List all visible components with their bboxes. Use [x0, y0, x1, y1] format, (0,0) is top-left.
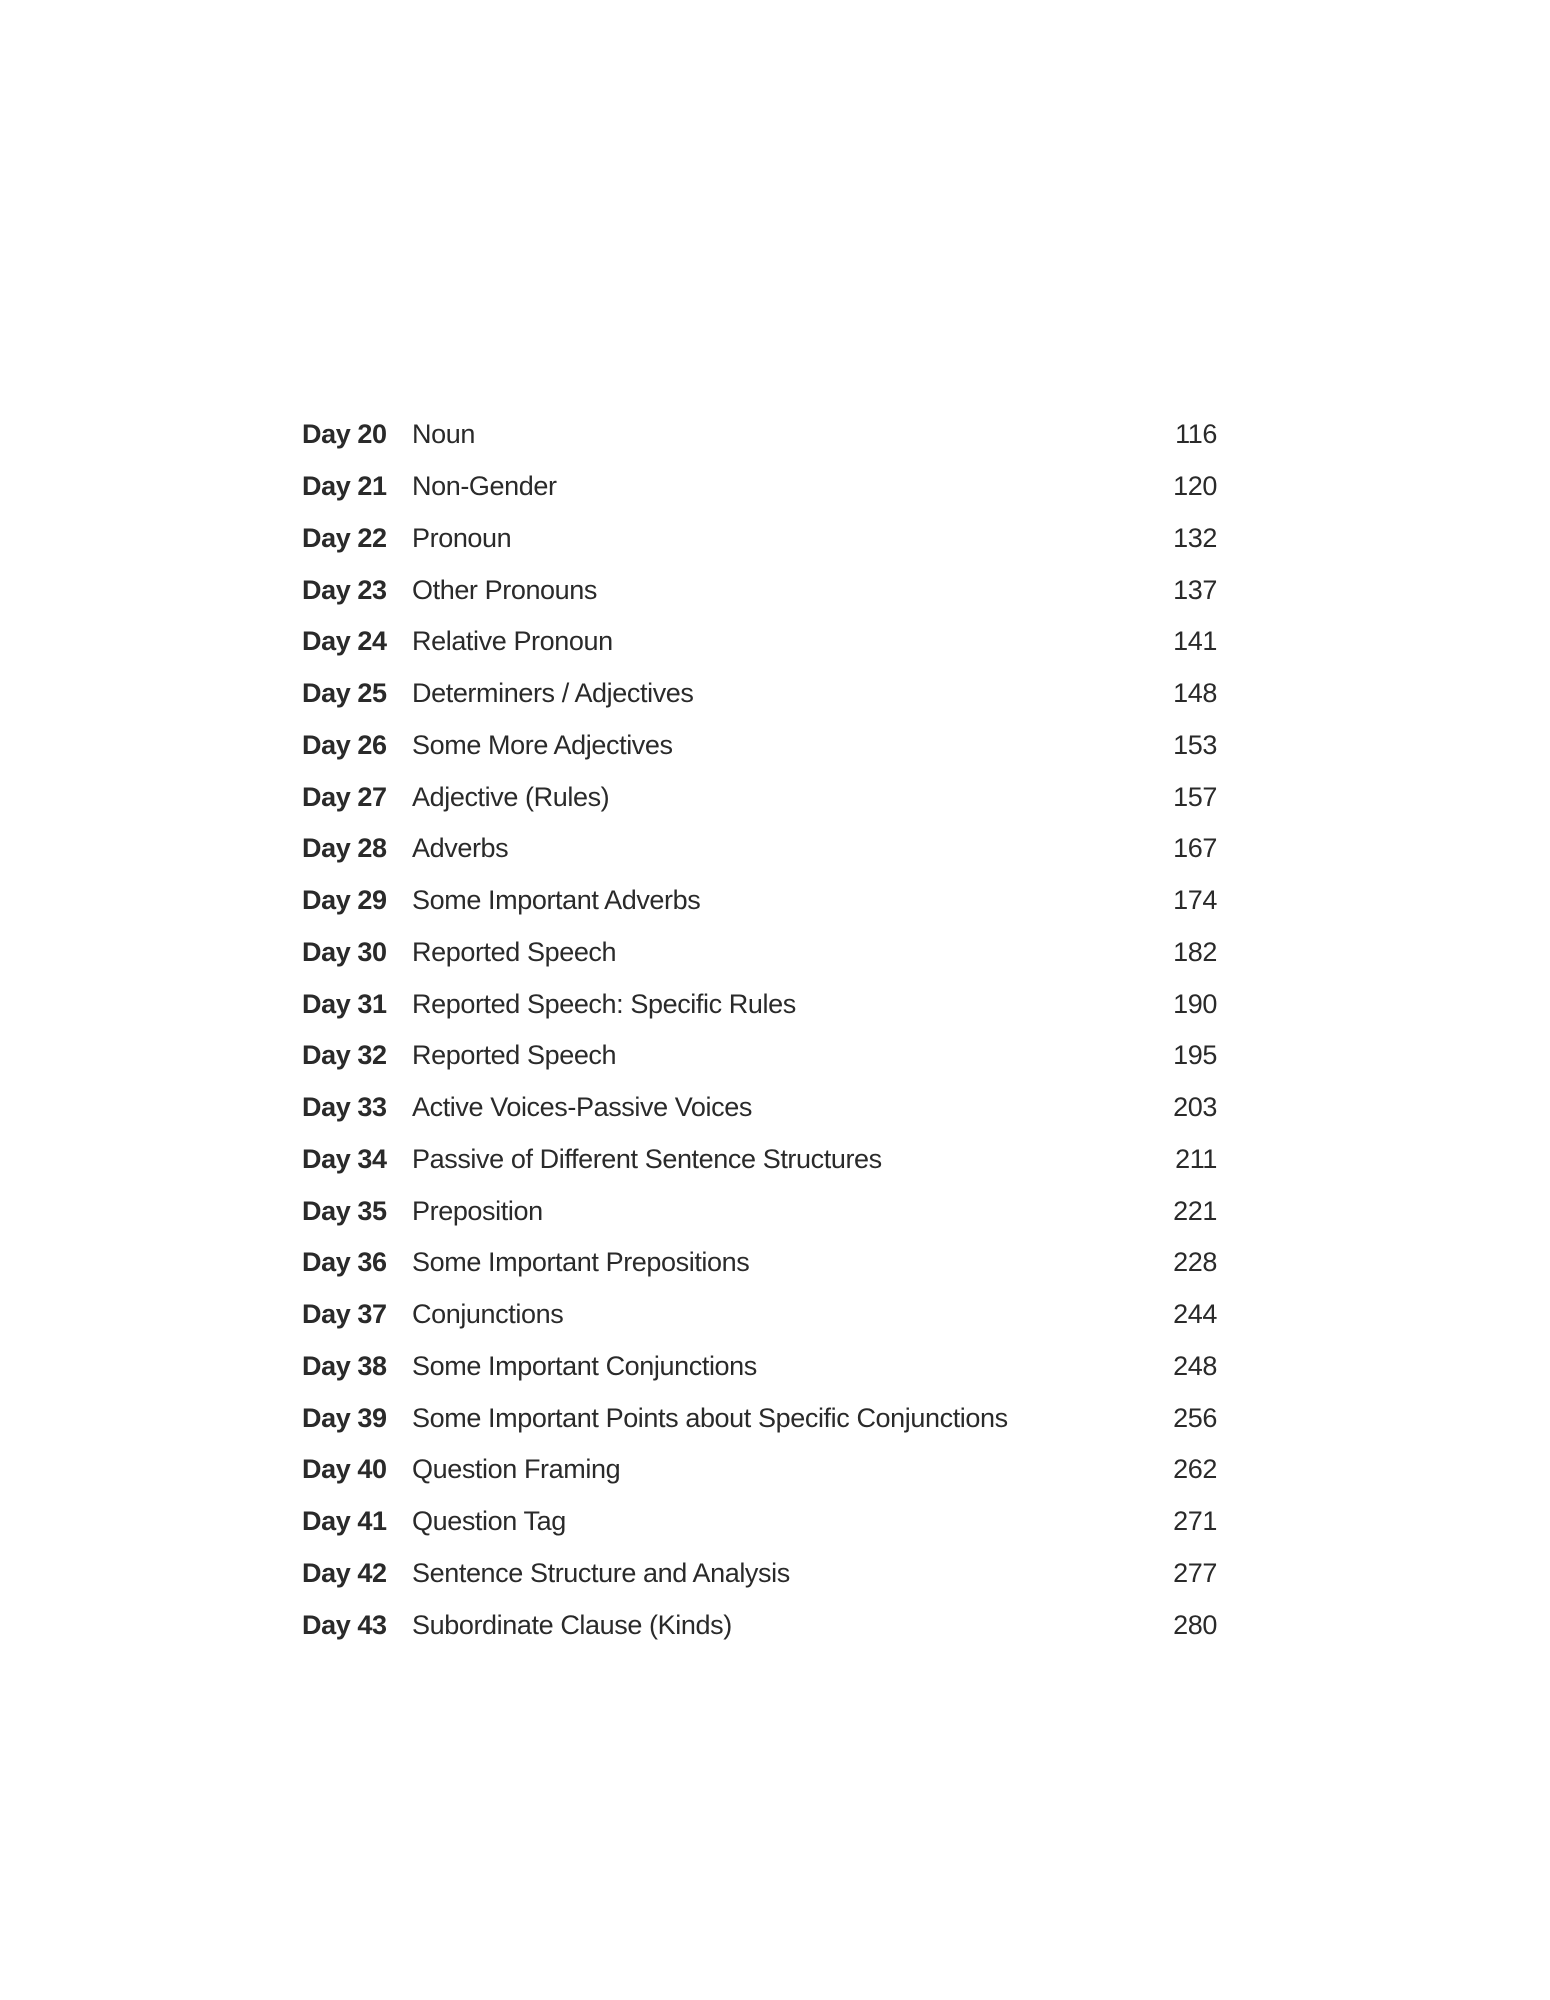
toc-entry-title: Determiners / Adjectives	[412, 678, 694, 709]
toc-entry-page-number: 153	[1173, 729, 1217, 760]
toc-entry-title: Adverbs	[412, 833, 509, 864]
toc-entry-title: Reported Speech	[412, 936, 617, 967]
toc-entry-day: Day 41	[302, 1506, 387, 1537]
toc-entry-day: Day 27	[302, 781, 387, 812]
toc-entry[interactable]	[302, 978, 1217, 1030]
toc-entry-title: Question Tag	[412, 1506, 566, 1537]
toc-entry-title: Pronoun	[412, 522, 512, 553]
toc-entry-title: Question Framing	[412, 1454, 621, 1485]
toc-entry-title: Some Important Prepositions	[412, 1247, 750, 1278]
toc-entry[interactable]	[302, 1548, 1217, 1600]
toc-entry[interactable]	[302, 513, 1217, 565]
toc-entry-page-number: 182	[1173, 936, 1217, 967]
toc-entry-title: Some Important Conjunctions	[412, 1350, 757, 1381]
toc-entry-day: Day 22	[302, 522, 387, 553]
toc-entry[interactable]	[302, 1082, 1217, 1134]
toc-entry-title: Some Important Points about Specific Conjunctions	[412, 1402, 1008, 1433]
toc-entry[interactable]	[302, 720, 1217, 772]
toc-entry-day: Day 33	[302, 1092, 387, 1123]
toc-entry[interactable]	[302, 1341, 1217, 1393]
toc-entry-page-number: 116	[1175, 419, 1217, 450]
toc-entry-page-number: 132	[1173, 522, 1217, 553]
toc-entry[interactable]	[302, 1496, 1217, 1548]
toc-entry-page-number: 244	[1173, 1299, 1217, 1330]
toc-entry-title: Some Important Adverbs	[412, 885, 701, 916]
toc-entry-day: Day 30	[302, 936, 387, 967]
toc-entry-title: Adjective (Rules)	[412, 781, 610, 812]
toc-entry-title: Subordinate Clause (Kinds)	[412, 1609, 732, 1640]
toc-entry[interactable]	[302, 927, 1217, 979]
toc-entry-title: Preposition	[412, 1195, 543, 1226]
toc-entry-title: Other Pronouns	[412, 574, 598, 605]
toc-entry-page-number: 174	[1173, 885, 1217, 916]
toc-entry-page-number: 120	[1173, 471, 1217, 502]
toc-entry-day: Day 21	[302, 471, 387, 502]
toc-entry[interactable]	[302, 1185, 1217, 1237]
toc-entry-title: Sentence Structure and Analysis	[412, 1557, 790, 1588]
toc-entry[interactable]	[302, 564, 1217, 616]
toc-entry[interactable]	[302, 616, 1217, 668]
toc-entry-day: Day 34	[302, 1143, 387, 1174]
toc-entry[interactable]	[302, 668, 1217, 720]
toc-entry-day: Day 35	[302, 1195, 387, 1226]
toc-entry[interactable]	[302, 1237, 1217, 1289]
toc-entry-page-number: 195	[1173, 1040, 1217, 1071]
toc-entry-page-number: 262	[1173, 1454, 1217, 1485]
toc-entry-title: Reported Speech: Specific Rules	[412, 988, 796, 1019]
toc-entry-page-number: 221	[1173, 1195, 1217, 1226]
toc-entry[interactable]	[302, 409, 1217, 461]
toc-entry[interactable]	[302, 875, 1217, 927]
toc-entry-page-number: 228	[1173, 1247, 1217, 1278]
toc-entry-page-number: 277	[1173, 1557, 1217, 1588]
toc-entry-day: Day 39	[302, 1402, 387, 1433]
toc-entry-page-number: 137	[1173, 574, 1217, 605]
toc-entry-title: Non-Gender	[412, 471, 557, 502]
toc-entry-page-number: 190	[1173, 988, 1217, 1019]
toc-entry-page-number: 248	[1173, 1350, 1217, 1381]
toc-entry[interactable]	[302, 1134, 1217, 1186]
toc-entry-day: Day 24	[302, 626, 387, 657]
table-of-contents	[302, 409, 1217, 1651]
toc-entry-day: Day 29	[302, 885, 387, 916]
toc-entry-title: Passive of Different Sentence Structures	[412, 1143, 882, 1174]
toc-entry[interactable]	[302, 461, 1217, 513]
toc-entry-day: Day 43	[302, 1609, 387, 1640]
toc-entry-day: Day 32	[302, 1040, 387, 1071]
toc-entry-page-number: 211	[1175, 1143, 1217, 1174]
toc-entry-page-number: 203	[1173, 1092, 1217, 1123]
toc-entry[interactable]	[302, 1599, 1217, 1651]
toc-entry-title: Some More Adjectives	[412, 729, 673, 760]
toc-entry[interactable]	[302, 1289, 1217, 1341]
toc-entry-page-number: 256	[1173, 1402, 1217, 1433]
toc-entry-page-number: 271	[1173, 1506, 1217, 1537]
toc-entry[interactable]	[302, 771, 1217, 823]
toc-entry-day: Day 20	[302, 419, 387, 450]
toc-entry-page-number: 280	[1173, 1609, 1217, 1640]
toc-entry-title: Reported Speech	[412, 1040, 617, 1071]
toc-entry-day: Day 23	[302, 574, 387, 605]
toc-entry-page-number: 167	[1173, 833, 1217, 864]
toc-entry-day: Day 26	[302, 729, 387, 760]
toc-entry-title: Relative Pronoun	[412, 626, 613, 657]
toc-entry-day: Day 28	[302, 833, 387, 864]
toc-entry-page-number: 148	[1173, 678, 1217, 709]
toc-entry-day: Day 40	[302, 1454, 387, 1485]
toc-entry[interactable]	[302, 823, 1217, 875]
toc-entry-title: Conjunctions	[412, 1299, 564, 1330]
toc-entry-day: Day 37	[302, 1299, 387, 1330]
toc-entry-title: Active Voices-Passive Voices	[412, 1092, 752, 1123]
toc-entry-title: Noun	[412, 419, 475, 450]
toc-entry-day: Day 38	[302, 1350, 387, 1381]
toc-entry-day: Day 42	[302, 1557, 387, 1588]
toc-entry-page-number: 141	[1173, 626, 1217, 657]
toc-entry-day: Day 25	[302, 678, 387, 709]
toc-entry-day: Day 31	[302, 988, 387, 1019]
toc-entry-page-number: 157	[1173, 781, 1217, 812]
toc-entry-day: Day 36	[302, 1247, 387, 1278]
toc-entry[interactable]	[302, 1444, 1217, 1496]
toc-entry[interactable]	[302, 1030, 1217, 1082]
toc-entry[interactable]	[302, 1392, 1217, 1444]
